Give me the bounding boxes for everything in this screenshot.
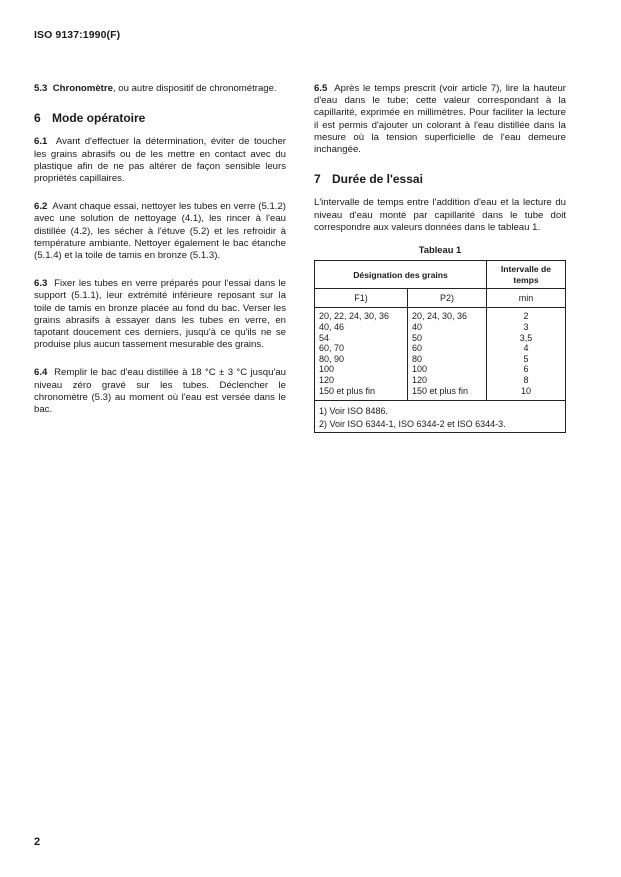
- table-cell: 150 et plus fin: [319, 385, 376, 396]
- table-cell: 40: [412, 322, 423, 333]
- table-cell: 3: [523, 322, 529, 333]
- document-header: ISO 9137:1990(F): [34, 29, 121, 41]
- table-cell: 120: [412, 374, 428, 385]
- table-cell: 20, 24, 30, 36: [412, 311, 468, 322]
- section-7-text: L'intervalle de temps entre l'addition d'eau et la lecture du niveau d'eau monté par capillarité dans le tube doit correspondre aux valeurs données dans le tableau 1.: [314, 197, 566, 233]
- clause-number: 6.2: [34, 201, 48, 213]
- column-p-values: [408, 308, 487, 401]
- header-interval: Intervalle de temps: [487, 261, 566, 289]
- header-designation: Désignation des grains: [315, 261, 487, 289]
- table-cell: 40, 46: [319, 322, 345, 333]
- clause-text: Après le temps prescrit (voir article 7), lire la hauteur d'eau dans le tube; cette valeur correspondant à la capillarité, exprimée en millimètres. Pour faciliter la lecture il est permis d'ajouter un colorant à l'eau distillée dans la mesure où la tension superficielle de l'eau demeure inchangée.: [314, 83, 566, 156]
- table-cell: 100: [412, 364, 428, 375]
- section-6-heading: 6 Mode opératoire: [34, 111, 146, 126]
- footnote-2: 2) Voir ISO 6344-1, ISO 6344-2 et ISO 6344-3.: [319, 418, 506, 429]
- table-cell: 4: [523, 343, 529, 354]
- clause-6-5: [314, 83, 566, 156]
- clause-text: Avant d'effectuer la détermination, éviter de toucher les grains abrasifs ou de les mettre en contact avec du plastique afin de ne pas altérer de façon sensible leurs propriétés capillaires.: [34, 136, 286, 185]
- section-7-heading: 7 Durée de l'essai: [314, 172, 423, 187]
- table-cell: 10: [520, 385, 531, 396]
- table-cell: 60: [412, 343, 423, 354]
- grain-time-table: [314, 260, 566, 433]
- table-cell: 3,5: [519, 332, 533, 343]
- clause-6-3: [34, 278, 286, 351]
- clause-text: Fixer les tubes en verre préparés pour l'essai dans le support (5.1.1), leur extrémité inférieure reposant sur la toile de tamis en bronze placée au fond du bac. Verser les grains abrasifs à essayer dans les tubes en verre, en tapotant doucement ces derniers, jusqu'à ce qu'ils ne se produise plus aucun tassement mesurable des grains.: [34, 278, 286, 351]
- table-cell: 54: [319, 332, 330, 343]
- column-time-values: [487, 308, 566, 401]
- clause-text: , ou autre dispositif de chronométrage.: [112, 83, 277, 94]
- clause-5-3: [34, 83, 286, 95]
- table-caption: Tableau 1: [418, 244, 462, 256]
- clause-number: 6.4: [34, 367, 48, 379]
- clause-number: 6.3: [34, 278, 48, 290]
- clause-text: Avant chaque essai, nettoyer les tubes en verre (5.1.2) avec une solution de nettoyage (4.1), les rincer à l'eau distillée (4.2), les sécher à l'étuve (5.2) et les refroidir à température ambiante. Nettoyer également le bac étanche (5.1.4) et la toile de tamis en bronze (5.1.3).: [34, 201, 286, 262]
- table-cell: 80, 90: [319, 353, 345, 364]
- clause-number: 6.5: [314, 83, 328, 94]
- table-cell: 120: [319, 374, 335, 385]
- table-cell: 8: [523, 374, 529, 385]
- subheader-unit: min: [487, 289, 566, 308]
- table-cell: 100: [319, 364, 335, 375]
- table-cell: 20, 22, 24, 30, 36: [319, 311, 390, 322]
- table-cell: 150 et plus fin: [412, 385, 469, 396]
- table-footnotes: [315, 401, 566, 433]
- table-cell: 60, 70: [319, 343, 345, 354]
- clause-text: Remplir le bac d'eau distillée à 18 °C ± 3 °C jusqu'au niveau zéro gravé sur les tubes. Déclencher le chronomètre (5.3) au moment où l'eau est versée dans le bac.: [34, 367, 286, 416]
- left-column: [34, 83, 286, 416]
- clause-number: 5.3: [34, 83, 48, 94]
- right-column: [314, 83, 566, 433]
- clause-6-4: [34, 367, 286, 416]
- clause-6-1: [34, 136, 286, 185]
- subheader-p: P2): [408, 289, 487, 308]
- footnote-1: 1) Voir ISO 8486.: [319, 406, 389, 417]
- clause-number: 6.1: [34, 136, 48, 148]
- table-cell: 2: [523, 311, 529, 322]
- table-cell: 80: [412, 353, 423, 364]
- subheader-f: F1): [315, 289, 408, 308]
- table-cell: 6: [523, 364, 529, 375]
- page-number: 2: [34, 836, 41, 848]
- clause-title: Chronomètre: [52, 83, 113, 94]
- column-f-values: [315, 308, 408, 401]
- table-cell: 50: [412, 332, 423, 343]
- clause-6-2: [34, 201, 286, 262]
- table-cell: 5: [523, 353, 529, 364]
